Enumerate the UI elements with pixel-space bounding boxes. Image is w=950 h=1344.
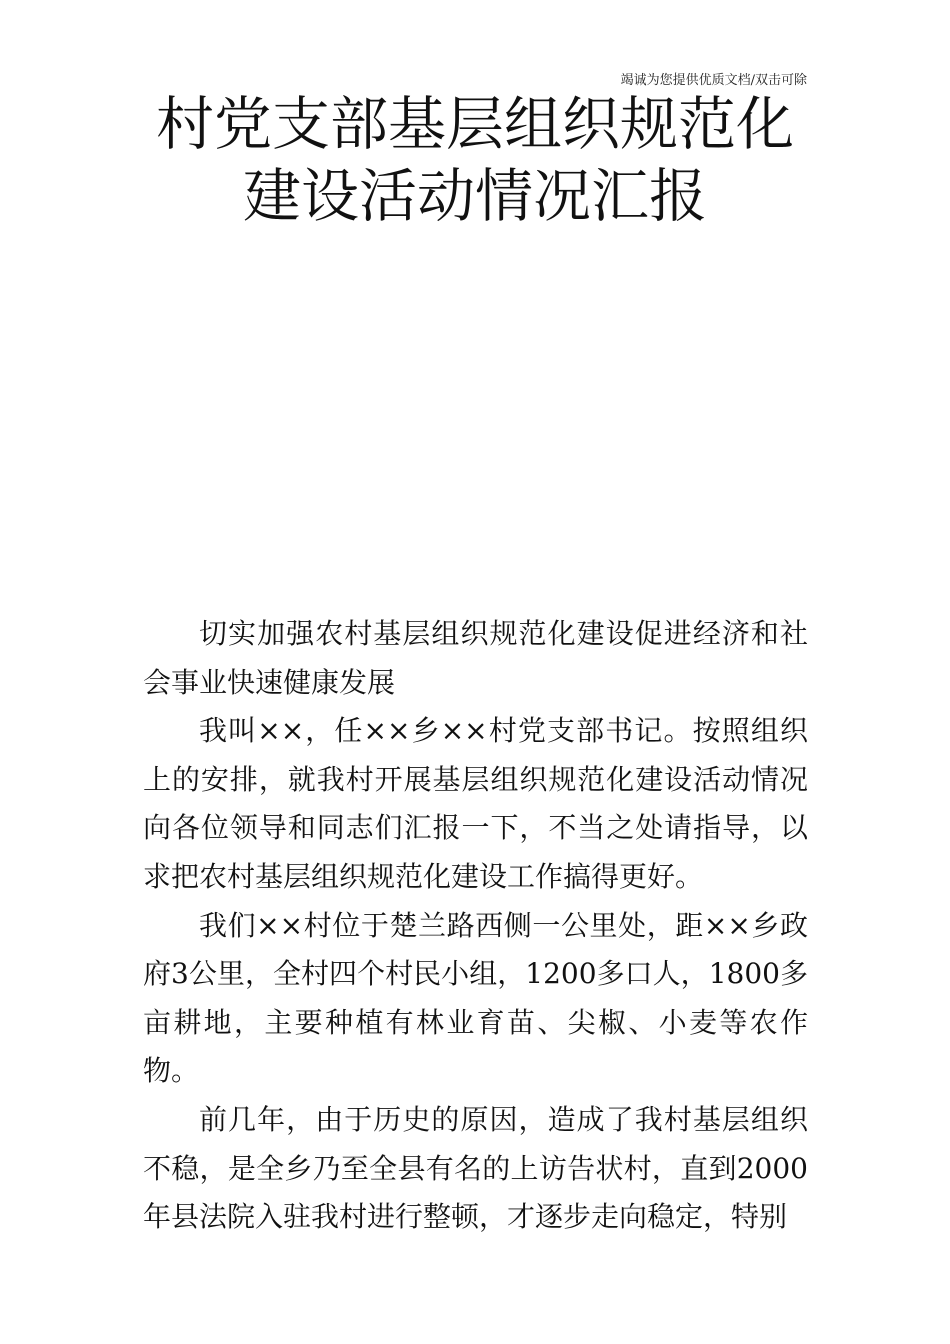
document-body bbox=[143, 610, 808, 1242]
paragraph-intro: 我叫××，任××乡××村党支部书记。按照组织上的安排，就我村开展基层组织规范化建设活动情况向各位领导和同志们汇报一下，不当之处请指导，以求把农村基层组织规范化建设工作搞得更好。 bbox=[143, 714, 808, 893]
paragraph-village-info: 我们××村位于楚兰路西侧一公里处，距××乡政府3公里，全村四个村民小组，1200多口人，1800多亩耕地，主要种植有林业育苗、尖椒、小麦等农作物。 bbox=[143, 908, 808, 1088]
document-title bbox=[100, 88, 850, 232]
paragraph-history: 前几年，由于历史的原因，造成了我村基层组织不稳，是全乡乃至全县有名的上访告状村，直到2000年县法院入驻我村进行整顿，才逐步走向稳定，特别 bbox=[143, 1102, 808, 1234]
header-note: 竭诚为您提供优质文档/双击可除 bbox=[620, 73, 807, 88]
title-line-2: 建设活动情况汇报 bbox=[242, 162, 707, 230]
title-line-1: 村党支部基层组织规范化 bbox=[155, 90, 794, 158]
paragraph-subtitle: 切实加强农村基层组织规范化建设促进经济和社会事业快速健康发展 bbox=[143, 617, 808, 699]
